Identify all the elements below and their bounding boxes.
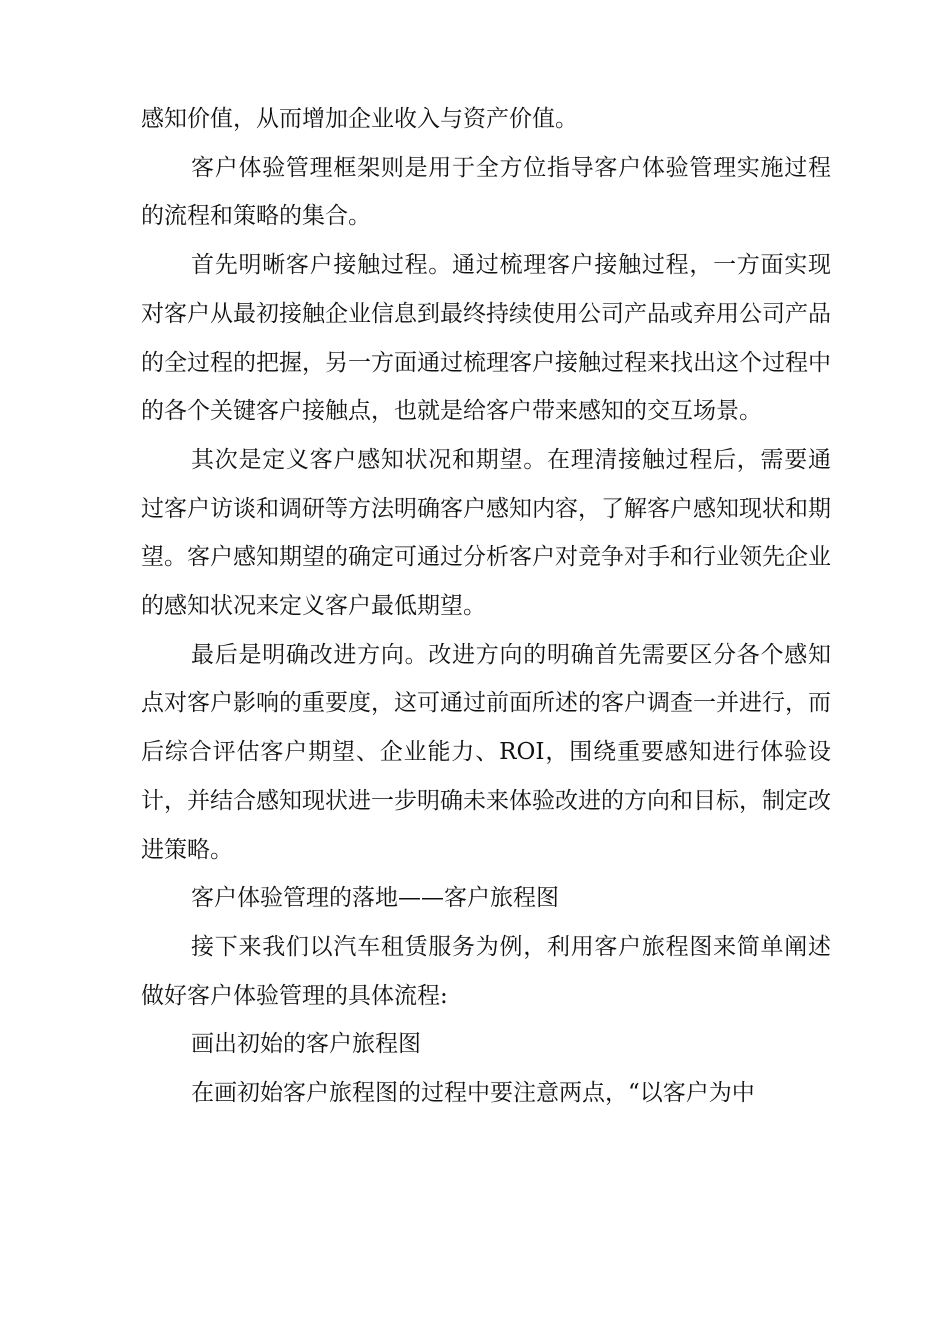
subheading-initial-map: 画出初始的客户旅程图 (191, 1031, 421, 1058)
paragraph-7: 接下来我们以汽车租赁服务为例，利用客户旅程图来简单阐述做好客户体验管理的具体流程: (141, 933, 831, 1009)
body-text (141, 95, 831, 1118)
section-heading-journey-map: 客户体验管理的落地——客户旅程图 (191, 885, 559, 912)
paragraph-5: 最后是明确改进方向。改进方向的明确首先需要区分各个感知点对客户影响的重要度，这可通过前面所述的客户调查一并进行，而后综合评估客户期望、企业能力、ROI，围绕重要感知进行体验设计，并结合感知现状进一步明确未来体验改进的方向和目标，制定改进策略。 (141, 641, 831, 863)
paragraph-2: 客户体验管理框架则是用于全方位指导客户体验管理实施过程的流程和策略的集合。 (141, 154, 831, 230)
paragraph-3: 首先明晰客户接触过程。通过梳理客户接触过程，一方面实现对客户从最初接触企业信息到最终持续使用公司产品或弃用公司产品的全过程的把握，另一方面通过梳理客户接触过程来找出这个过程中的各个关键客户接触点，也就是给客户带来感知的交互场景。 (141, 252, 831, 425)
paragraph-9: 在画初始客户旅程图的过程中要注意两点，“以客户为中 (191, 1080, 755, 1107)
paragraph-1: 感知价值，从而增加企业收入与资产价值。 (141, 106, 578, 132)
paragraph-4: 其次是定义客户感知状况和期望。在理清接触过程后，需要通过客户访谈和调研等方法明确客户感知内容，了解客户感知现状和期望。客户感知期望的确定可通过分析客户对竞争对手和行业领先企业的感知状况来定义客户最低期望。 (141, 446, 831, 620)
